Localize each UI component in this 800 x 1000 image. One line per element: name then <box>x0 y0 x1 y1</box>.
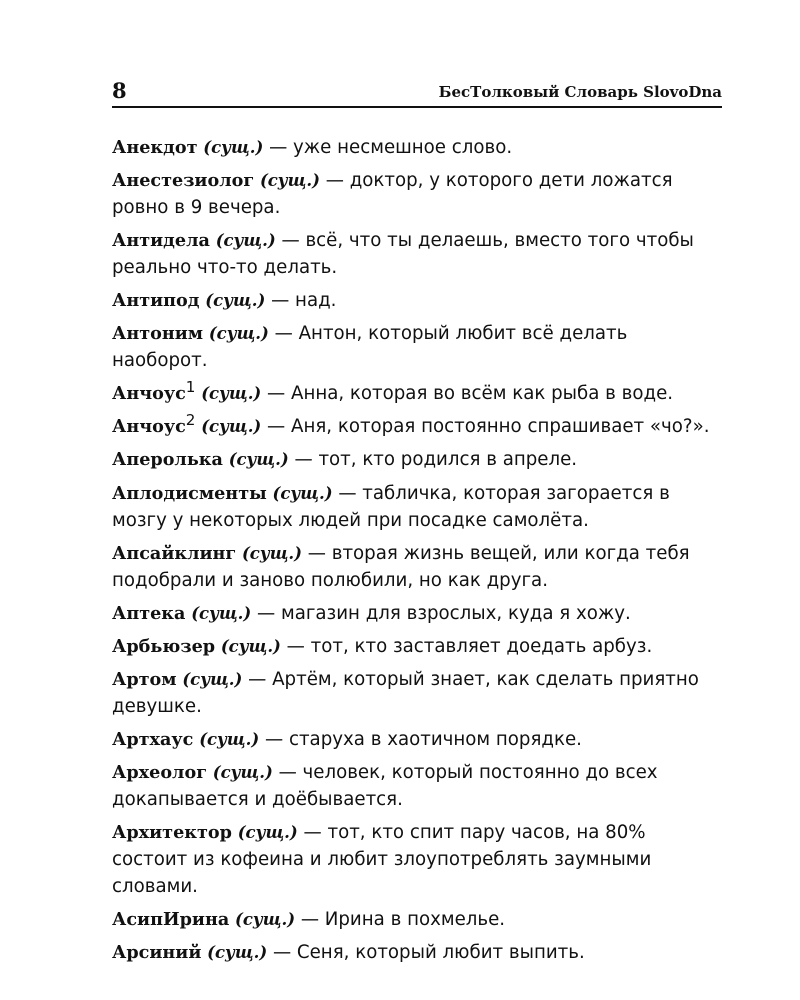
entry-term: Архитектор <box>112 822 232 843</box>
entry-definition: — магазин для взрослых, куда я хожу. <box>251 602 631 624</box>
entry-part-of-speech: (сущ.) <box>208 324 269 344</box>
dictionary-entry <box>112 534 724 594</box>
entry-part-of-speech: (сущ.) <box>191 603 252 623</box>
dictionary-entry <box>112 720 724 753</box>
dictionary-entry <box>112 753 724 813</box>
entry-term: Аптека <box>112 602 186 624</box>
dictionary-entry <box>112 128 724 161</box>
dictionary-entry <box>112 314 724 374</box>
entry-definition: — над. <box>265 290 337 312</box>
entry-term: Анекдот <box>112 137 198 159</box>
entry-definition: — вторая жизнь вещей, или когда тебя подобрали и заново полюбили, но как друга. <box>112 542 690 591</box>
entry-part-of-speech: (сущ.) <box>207 943 268 963</box>
entry-part-of-speech: (сущ.) <box>228 450 289 470</box>
entry-term: Археолог <box>112 761 207 783</box>
entry-definition: — старуха в хаотичном порядке. <box>259 728 582 750</box>
dictionary-entry <box>112 933 724 966</box>
dictionary-entry <box>112 221 724 281</box>
entry-part-of-speech: (сущ.) <box>235 910 296 930</box>
dictionary-entry <box>112 474 724 534</box>
dictionary-entry <box>112 374 724 407</box>
entry-superscript: 2 <box>185 411 196 430</box>
entry-part-of-speech: (сущ.) <box>272 483 333 503</box>
entry-term: Аплодисменты <box>112 482 267 504</box>
entry-part-of-speech: (сущ.) <box>201 417 262 437</box>
entry-part-of-speech: (сущ.) <box>215 231 276 251</box>
entry-part-of-speech: (сущ.) <box>201 384 262 404</box>
entry-definition: — Анна, которая во всём как рыба в воде. <box>261 383 674 405</box>
entry-term: Антидела <box>112 230 210 252</box>
entry-term: АсипИрина <box>112 909 230 931</box>
entry-term: Анчоус <box>112 383 186 405</box>
entry-definition: — Антон, который любит всё делать наоборот. <box>112 323 628 372</box>
entry-definition: — табличка, которая загорается в мозгу у некоторых людей при посадке самолёта. <box>112 482 670 531</box>
entry-definition: — тот, кто спит пару часов, на 80% состоит из кофеина и любит злоупотреблять заумными словами. <box>112 822 652 897</box>
entry-definition: — тот, кто заставляет доедать арбуз. <box>280 635 653 657</box>
dictionary-entry <box>112 407 724 440</box>
entry-term: Артхаус <box>112 728 194 750</box>
entry-superscript: 1 <box>185 378 196 397</box>
entry-term: Антипод <box>112 290 200 312</box>
dictionary-entry <box>112 161 724 221</box>
entry-part-of-speech: (сущ.) <box>205 291 266 311</box>
entry-term: Аперолька <box>112 449 223 471</box>
running-title: БесТолковый Словарь SlovoDna <box>438 83 722 101</box>
entry-term: Артом <box>112 668 177 690</box>
entry-definition: — Ирина в похмелье. <box>295 909 506 931</box>
entry-part-of-speech: (сущ.) <box>241 543 302 563</box>
entry-definition: — Сеня, который любит выпить. <box>267 942 585 964</box>
dictionary-entry <box>112 813 724 900</box>
entry-part-of-speech: (сущ.) <box>182 669 243 689</box>
entry-part-of-speech: (сущ.) <box>259 171 320 191</box>
dictionary-entry <box>112 660 724 720</box>
entry-definition: — тот, кто родился в апреле. <box>288 449 578 471</box>
dictionary-entry <box>112 440 724 473</box>
entry-definition: — Аня, которая постоянно спрашивает «чо?». <box>261 416 710 438</box>
entry-part-of-speech: (сущ.) <box>220 636 281 656</box>
page-header <box>112 78 722 108</box>
dictionary-entry <box>112 281 724 314</box>
entry-part-of-speech: (сущ.) <box>237 823 298 842</box>
entry-list <box>112 128 724 966</box>
entry-part-of-speech: (сущ.) <box>212 762 273 782</box>
dictionary-entry <box>112 627 724 660</box>
entry-definition: — всё, что ты делаешь, вместо того чтобы реально что-то делать. <box>112 230 694 279</box>
entry-definition: — уже несмешное слово. <box>263 137 513 159</box>
entry-term: Апсайклинг <box>112 542 237 564</box>
entry-part-of-speech: (сущ.) <box>203 138 264 158</box>
entry-term: Арбьюзер <box>112 635 216 657</box>
entry-definition: — доктор, у которого дети ложатся ровно в 9 вечера. <box>112 170 673 219</box>
entry-term: Анестезиолог <box>112 170 255 192</box>
page-number: 8 <box>112 78 127 103</box>
entry-term: Анчоус <box>112 416 186 438</box>
entry-part-of-speech: (сущ.) <box>199 729 260 749</box>
entry-definition: — Артём, который знает, как сделать приятно девушке. <box>112 668 699 717</box>
entry-term: Арсиний <box>112 942 202 964</box>
dictionary-entry <box>112 594 724 627</box>
dictionary-entry <box>112 900 724 933</box>
entry-term: Антоним <box>112 323 204 345</box>
entry-definition: — человек, который постоянно до всех докапывается и доёбывается. <box>112 761 658 810</box>
